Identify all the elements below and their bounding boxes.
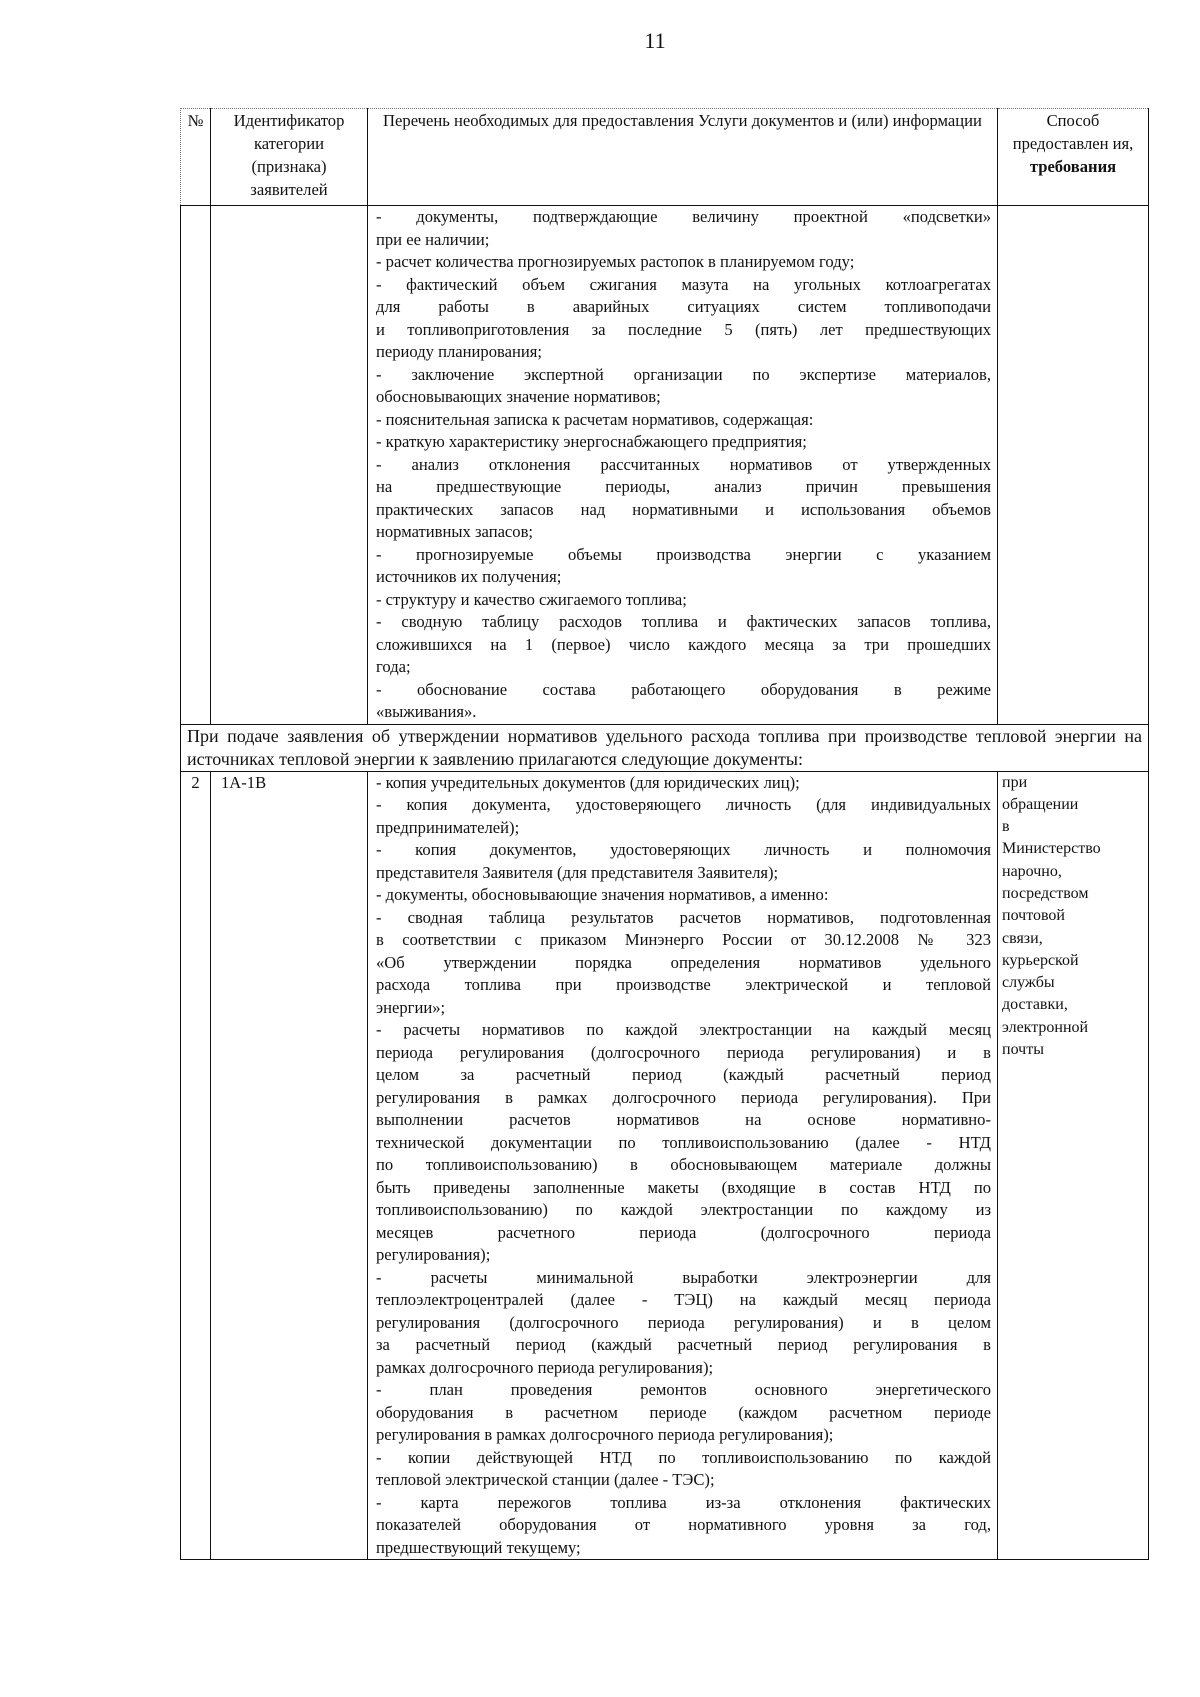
text-line: и топливоприготовления за последние 5 (пять) лет предшествующих <box>376 319 991 339</box>
text-line: на предшествующие периоды, анализ причин превышения <box>376 477 991 496</box>
header-number: № <box>181 109 211 206</box>
text-line: нарочно, <box>1002 862 1062 880</box>
text-line: источников их получения; <box>376 567 562 586</box>
text-line: при <box>1002 773 1028 791</box>
header-requirements-text: требования <box>1029 157 1117 176</box>
text-line: почтовой <box>1002 907 1065 925</box>
text-line: курьерской <box>1002 951 1079 969</box>
text-line: целом за расчетный период (каждый расчетный период <box>376 1065 991 1084</box>
row1-documents <box>368 206 998 725</box>
text-line: расхода топлива при производстве электрической и тепловой <box>376 975 991 994</box>
text-line: быть приведены заполненные макеты (входящие в состав НТД по <box>376 1177 991 1197</box>
text-line: регулирования в рамках долгосрочного периода регулирования); <box>376 1425 834 1444</box>
text-line: регулирования в рамках долгосрочного периода регулирования). При <box>376 1087 991 1107</box>
text-line: почты <box>1002 1041 1044 1059</box>
text-line: доставки, <box>1002 996 1068 1014</box>
text-line: - заключение экспертной организации по экспертизе материалов, <box>376 364 991 384</box>
text-line: «выживания». <box>376 702 477 721</box>
text-line: предшествующий текущему; <box>376 1537 581 1557</box>
text-line: - копия учредительных документов (для юридических лиц); <box>376 772 800 792</box>
text-line: при ее наличии; <box>376 229 490 249</box>
text-line: - расчеты минимальной выработки электроэнергии для <box>376 1267 991 1287</box>
text-line: технической документации по топливоиспользованию (далее - НТД <box>376 1132 991 1152</box>
text-line: - сводная таблица результатов расчетов нормативов, подготовленная <box>376 907 991 927</box>
page-number: 11 <box>644 28 666 53</box>
text-line: службы <box>1002 974 1055 992</box>
documents-table <box>180 108 1149 1560</box>
text-line: энергии»; <box>376 997 446 1017</box>
text-line: сложившихся на 1 (первое) число каждого месяца за три прошедших <box>376 634 991 654</box>
text-line: - документы, подтверждающие величину проектной «подсветки» <box>376 207 991 226</box>
text-line: тепловой электрической станции (далее - ТЭС); <box>376 1470 715 1489</box>
header-documents: Перечень необходимых для предоставления Услуги документов и (или) информации <box>368 109 998 206</box>
text-line: - прогнозируемые объемы производства энергии с указанием <box>376 544 991 564</box>
text-line: электронной <box>1002 1018 1089 1036</box>
text-line: регулирования (долгосрочного периода регулирования) и в целом <box>376 1312 991 1332</box>
table-row <box>181 771 1149 1560</box>
row1-method <box>998 206 1149 725</box>
text-line: показателей оборудования от нормативного уровня за год, <box>376 1515 991 1534</box>
text-line: в соответствии с приказом Минэнерго России от 30.12.2008 № 323 <box>376 930 991 949</box>
text-line: - анализ отклонения рассчитанных нормативов от утвержденных <box>376 454 991 474</box>
row2-number: 2 <box>181 771 211 1560</box>
text-line: рамках долгосрочного периода регулирования); <box>376 1357 714 1377</box>
text-line: по топливоиспользованию) в обосновывающем материале должны <box>376 1155 991 1174</box>
section-row <box>181 724 1149 771</box>
text-line: - план проведения ремонтов основного энергетического <box>376 1380 991 1399</box>
table-row <box>181 206 1149 725</box>
text-line: - фактический объем сжигания мазута на угольных котлоагрегатах <box>376 274 991 294</box>
text-line: в <box>1002 818 1010 836</box>
text-line: - копии действующей НТД по топливоиспользованию по каждой <box>376 1447 991 1467</box>
header-method-text: Способ предоставлен ия, <box>1012 111 1134 153</box>
text-line: - документы, обосновывающие значения нормативов, а именно: <box>376 885 829 904</box>
table-header-row <box>181 109 1149 206</box>
text-line: теплоэлектроцентралей (далее - ТЭЦ) на каждый месяц периода <box>376 1290 991 1309</box>
text-line: для работы в аварийных ситуациях систем топливоподачи <box>376 297 991 316</box>
text-line: - расчет количества прогнозируемых растопок в планируемом году; <box>376 252 855 271</box>
text-line: - краткую характеристику энергоснабжающего предприятия; <box>376 432 807 451</box>
text-line: - копия документа, удостоверяющего личность (для индивидуальных <box>376 795 991 814</box>
row1-identifier <box>211 206 368 725</box>
text-line: периода регулирования (долгосрочного периода регулирования) и в <box>376 1042 991 1062</box>
text-line: «Об утверждении порядка определения нормативов удельного <box>376 952 991 972</box>
text-line: за расчетный период (каждый расчетный период регулирования в <box>376 1335 991 1354</box>
text-line: обращении <box>1002 795 1079 813</box>
text-line: года; <box>376 657 411 676</box>
text-line: - пояснительная записка к расчетам нормативов, содержащая: <box>376 409 814 429</box>
row2-documents <box>368 771 998 1560</box>
section-text: При подаче заявления об утверждении нормативов удельного расхода топлива при производстве тепловой энергии на источниках тепловой энергии к заявлению прилагаются следующие документы: <box>181 724 1149 771</box>
text-line: практических запасов над нормативными и использования объемов <box>376 499 991 519</box>
text-line: месяцев расчетного периода (долгосрочного периода <box>376 1222 991 1242</box>
text-line: - расчеты нормативов по каждой электростанции на каждый месяц <box>376 1020 991 1039</box>
text-line: нормативных запасов; <box>376 522 534 541</box>
text-line: обосновывающих значение нормативов; <box>376 387 661 406</box>
text-line: выполнении расчетов нормативов на основе нормативно- <box>376 1110 991 1129</box>
text-line: предпринимателей); <box>376 817 520 837</box>
text-line: - копия документов, удостоверяющих личность и полномочия <box>376 840 991 859</box>
row1-number <box>181 206 211 725</box>
row2-method <box>998 771 1149 1560</box>
header-identifier: Идентификатор категории (признака) заявителей <box>211 109 368 206</box>
text-line: посредством <box>1002 884 1089 902</box>
header-method <box>998 109 1149 206</box>
text-line: регулирования); <box>376 1245 491 1264</box>
row2-identifier: 1А-1В <box>211 771 368 1560</box>
text-line: представителя Заявителя (для представителя Заявителя); <box>376 862 779 882</box>
text-line: - обоснование состава работающего оборудования в режиме <box>376 679 991 699</box>
text-line: оборудования в расчетном периоде (каждом расчетном периоде <box>376 1402 991 1422</box>
text-line: топливоиспользованию) по каждой электростанции по каждому из <box>376 1200 991 1219</box>
text-line: Министерство <box>1002 840 1101 858</box>
text-line: - структуру и качество сжигаемого топлива; <box>376 589 687 609</box>
text-line: периоду планирования; <box>376 342 542 361</box>
text-line: связи, <box>1002 929 1043 947</box>
text-line: - карта пережогов топлива из-за отклонения фактических <box>376 1492 991 1512</box>
text-line: - сводную таблицу расходов топлива и фактических запасов топлива, <box>376 612 991 631</box>
